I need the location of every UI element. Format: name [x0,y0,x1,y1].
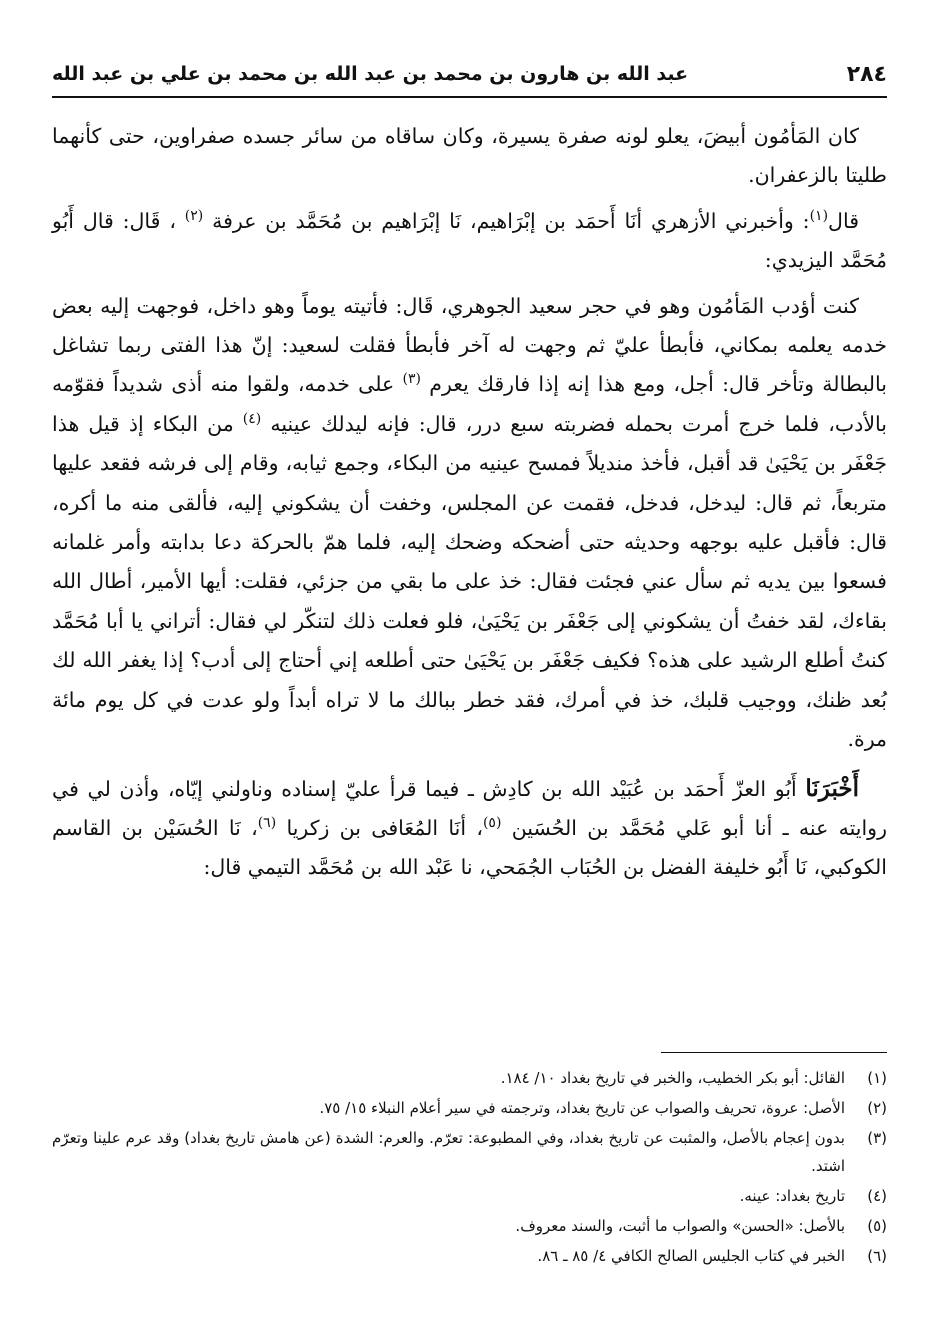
footnote-text: الخبر في كتاب الجليس الصالح الكافي ٤/ ٨٥ ـ ٨٦. [537,1247,845,1265]
isnad-opener: أَخْبَرَنَا [805,774,859,802]
footnote-text: بالأصل: «الحسن» والصواب ما أثبت، والسند معروف. [515,1217,845,1235]
paragraph-4-part-c: ، نَا الحُسَيْن بن القاسم الكوكبي، نَا أَبُو خليفة الفضل بن الحُبَاب الجُمَحي، نا عَبْد الله بن مُحَمَّد التيمي قال: [52,815,887,880]
paragraph-4-part-a: أَبُو العزّ أَحمَد بن عُبَيْد الله بن كادِش ـ فيما قرأ عليّ إسناده وناولني إيّاه، وأذن لي في روايته عنه ـ أنا أبو عَلي مُحَمَّد بن الحُسَين [52,776,887,840]
footnote-ref-1: (١) [809,207,829,224]
footnote-item [52,1182,887,1210]
paragraph-2-part-b: : وأخبرني الأزهري أنَا أَحمَد بن إبْرَاهيم، نَا إبْرَاهيم بن مُحَمَّد بن عرفة [212,208,810,233]
paragraph-4-part-b: ، أنَا المُعَافى بن زكريا [286,815,483,840]
paragraph-3-part-c: من البكاء إذ قيل هذا جَعْفَر بن يَحْيَىٰ قد أقبل، فأخذ منديلاً فمسح عينيه من البكاء، وجمع ثيابه، وقام إلى فرشه فقعد عليها متربعاً، ثم قال: ليدخل، فدخل، فقمت عن المجلس، وخفت أن يشكوني إليه، فألقى منه ما أكره، قال: فأقبل عليه بوجهه وحديثه حتى أضحكه وضحك إليه، فلما همّ بالحركة دعا بدابته وأمر غلمانه فسعوا بين يديه ثم سأل عني فجئت فقال: خذ على ما بقي من جزئي، فقلت: أيها الأمير، أطال الله بقاءك، لقد خفتُ أن يشكوني إلى جَعْفَر بن يَحْيَىٰ، فلو فعلت ذلك لتنكّر لي فقال: أتراني يا أبا مُحَمَّد كنتُ أطلع الرشيد على هذه؟ فكيف جَعْفَر بن يَحْيَىٰ حتى أطلعه إني أحتاج إلى أدب؟ إذا يغفر الله لك بُعد ظنك، ووجيب قلبك، خذ في أمرك، فقد خطر ببالك ما لا تراه أبداً ولو عدت في كل يوم مائة مرة. [52,411,887,752]
footnote-ref-4: (٤) [242,411,262,428]
paragraph-2-part-a: قال [828,208,859,233]
footnote-text: القائل: أبو بكر الخطيب، والخبر في تاريخ بغداد ١٠/ ١٨٤. [500,1069,845,1087]
footnote-text: بدون إعجام بالأصل، والمثبت عن تاريخ بغداد، وفي المطبوعة: تعرّم. والعرم: الشدة (عن هامش تاريخ بغداد) وقد عرم علينا وتعرّم اشتد. [52,1129,845,1175]
footnotes [52,1064,887,1272]
footnote-item [52,1094,887,1122]
footnote-number: (٣) [867,1129,887,1147]
footnote-ref-6: (٦) [257,815,277,832]
page-number: ٢٨٤ [846,61,887,87]
paragraph-2-part-c: ، قَال: قال أَبُو مُحَمَّد اليزيدي: [52,208,887,273]
footnote-item [52,1242,887,1270]
footnote-ref-2: (٢) [184,207,204,224]
footnote-divider [661,1052,887,1053]
footnote-item [52,1064,887,1092]
footnote-ref-3: (٣) [402,371,421,388]
footnote-number: (٢) [867,1099,887,1117]
main-text [52,117,887,897]
footnote-number: (١) [867,1069,887,1087]
footnote-number: (٦) [867,1247,887,1265]
page-header [52,52,887,98]
footnote-number: (٤) [867,1187,887,1205]
paragraph-1: كان المَأمُون أبيضَ، يعلو لونه صفرة يسيرة، وكان ساقاه من سائر جسده صفراوين، حتى كأنهما طليتا بالزعفران. [52,124,887,188]
footnote-item [52,1124,887,1180]
paragraph-3 [52,287,887,760]
paragraph-3-part-b: على خدمه، ولقوا منه أذى شديداً فقوّمه بالأدب، فلما خرج أمرت بحمله فضربته سبع درر، قال: فإنه ليدلك عينيه [52,372,887,436]
running-title: عبد الله بن هارون بن محمد بن عبد الله بن محمد بن علي بن عبد الله [52,63,689,85]
paragraph-3-part-a: كنت أؤدب المَأمُون وهو في حجر سعيد الجوهري، قَال: فأتيته يوماً وهو داخل، فوجهت إليه بعض خدمه يعلمه بمكاني، فأبطأ عليّ ثم وجهت له آخر فأبطأ فقلت لسعيد: إنّ هذا الفتى ربما تشاغل بالبطالة وتأخر قال: أجل، ومع هذا إنه إذا فارقك يعرم [52,293,887,397]
paragraph-2 [52,202,887,281]
footnote-text: تاريخ بغداد: عينه. [739,1187,845,1205]
footnote-number: (٥) [867,1217,887,1235]
footnote-text: الأصل: عروة، تحريف والصواب عن تاريخ بغداد، وترجمته في سير أعلام النبلاء ١٥/ ٧٥. [319,1099,845,1117]
footnote-ref-5: (٥) [482,815,502,832]
paragraph-4 [52,769,887,888]
footnote-item [52,1212,887,1240]
